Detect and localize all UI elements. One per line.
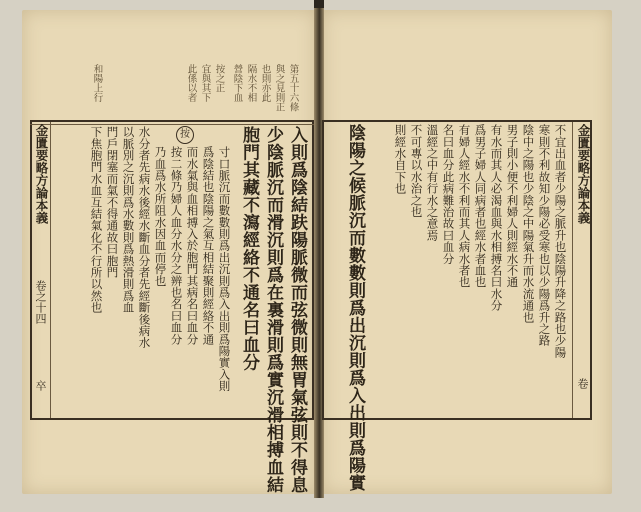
head-note: 營陰下血 (231, 64, 243, 102)
column-divider (50, 122, 51, 418)
commentary-column: 乃血爲水所阻水因血而停也 (153, 146, 168, 287)
commentary-column: 男子則小便不利婦人則經水不通 (505, 124, 520, 288)
commentary-column: 不宜出血者少陽之脈升也陰陽升降之路也少陽 (553, 124, 568, 358)
commentary-column: 有水而其人必渴血與水相搏名曰水分 (489, 124, 504, 312)
commentary-column: 爲男子婦人同病者也經水者血也 (473, 124, 488, 288)
commentary-column: 門戶閉塞而氣不得通故曰胞門 (105, 126, 120, 279)
commentary-column: 爲陰結也陰陽之氣互相結聚則經絡不通 (201, 146, 216, 345)
left-folio-mark: 卒 (34, 380, 47, 391)
head-note: 隔水不相 (245, 64, 257, 102)
right-banner-title: 金匱要略方論本義 (576, 124, 591, 224)
head-note: 此係以者 (185, 64, 197, 102)
main-text-column: 入則爲陰結趺陽脈微而弦微則無胃氣弦則不得息 (287, 126, 307, 494)
right-folio-mark: 卷 (576, 378, 589, 389)
commentary-marker: 按 (176, 126, 194, 144)
main-text-column: 陰陽之候脈沉而數數則爲出沉則爲入出則爲陽實 (345, 124, 365, 492)
head-note: 也則亦此 (259, 64, 271, 102)
head-note: 宜與其下 (199, 64, 211, 102)
left-banner-title: 金匱要略方論本義 (34, 124, 49, 224)
column-divider (572, 122, 573, 418)
commentary-column: 名曰血分此病難治故曰血分 (441, 124, 456, 265)
left-frame-top-rule (30, 124, 314, 125)
commentary-column: 下焦胞門水血互結氣化不行所以然也 (89, 126, 104, 314)
commentary-column: 陰中之陽也少陰之中陽氣升而水流通也 (521, 124, 536, 323)
commentary-column: 溫經之中有行水之意焉 (425, 124, 440, 241)
commentary-column: 按二條乃婦人血分水分之辨也名曰血分 (169, 146, 184, 345)
head-note: 和陽上行 (91, 64, 103, 102)
commentary-column: 寒則不利故知少陽必受寒也以少陽爲升之路 (537, 124, 552, 347)
main-text-column: 少陰脈沉而滑沉則爲在裏滑則爲實沉滑相搏血結 (263, 126, 283, 494)
commentary-column: 寸口脈沉而數數則爲出沉則爲入出則爲陽實入則 (217, 146, 232, 392)
commentary-column: 不可專以水治之也 (409, 124, 424, 218)
commentary-column: 則經水自下也 (393, 124, 408, 195)
head-note: 與之見則正 (273, 64, 285, 112)
commentary-column: 而水氣與血相搏入於胞門其病名曰血分 (185, 146, 200, 345)
commentary-column: 水分者先病水後經水斷血分者先經斷後病水 (137, 126, 152, 349)
left-juan-label: 卷之十四 (34, 280, 47, 324)
commentary-column: 有婦人經水不利而其人病水者也 (457, 124, 472, 288)
commentary-column: 以脈別之沉則爲水數則爲熱滑則爲血 (121, 126, 136, 314)
main-text-column: 胞門其藏不瀉經絡不通名曰血分 (239, 126, 259, 371)
head-note: 按之正 (213, 64, 225, 93)
head-note: 第五十六條 (287, 64, 299, 112)
